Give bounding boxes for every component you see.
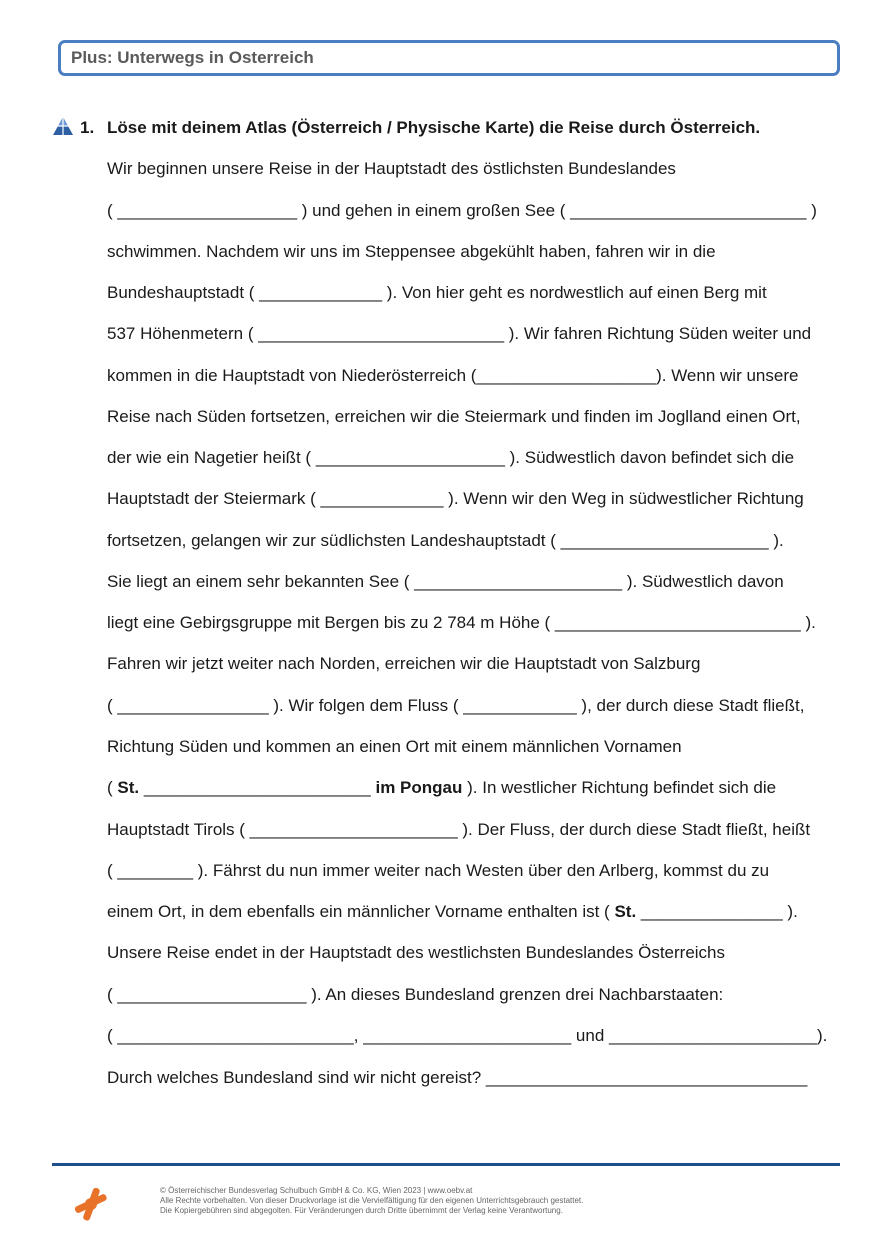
- text-line-2: ( ___________________ ) und gehen in einem großen See ( _________________________ ): [107, 201, 817, 220]
- section-header: [58, 40, 840, 76]
- text-line-7: Reise nach Süden fortsetzen, erreichen wir die Steiermark und finden im Joglland einen Ort,: [107, 407, 801, 426]
- text-line-16: [107, 777, 776, 799]
- text-line-6: kommen in die Hauptstadt von Niederösterreich (___________________). Wenn wir unsere: [107, 366, 799, 385]
- text-line-19: [107, 901, 798, 923]
- text-line-20: Unsere Reise endet in der Hauptstadt des westlichsten Bundeslandes Österreichs: [107, 943, 726, 962]
- text-line-9: Hauptstadt der Steiermark ( _____________ ). Wenn wir den Weg in südwestlicher Richtung: [107, 489, 804, 508]
- text-line-16-pongau: im Pongau: [375, 778, 463, 797]
- text-line-23: Durch welches Bundesland sind wir nicht gereist? __________________________________: [107, 1068, 808, 1087]
- text-line-16-blank: ________________________: [139, 778, 376, 797]
- footer-legal: [160, 1186, 583, 1216]
- footer-rights: Alle Rechte vorbehalten. Von dieser Druckvorlage ist die Vervielfältigung für den eigenen Unterrichtsgebrauch gestattet.: [160, 1196, 584, 1205]
- text-line-15: Richtung Süden und kommen an einen Ort mit einem männlichen Vornamen: [107, 737, 682, 756]
- text-line-10: fortsetzen, gelangen wir zur südlichsten Landeshauptstadt ( ______________________ ).: [107, 531, 784, 550]
- text-line-16-rest: ). In westlicher Richtung befindet sich die: [462, 778, 777, 797]
- footer-copyright: © Österreichischer Bundesverlag Schulbuch GmbH & Co. KG, Wien 2023 | www.oebv.at: [160, 1186, 473, 1195]
- footer-divider: [52, 1163, 840, 1166]
- text-line-3: schwimmen. Nachdem wir uns im Steppensee abgekühlt haben, fahren wir in die: [107, 242, 716, 261]
- triangle-level-icon: [52, 116, 74, 136]
- text-line-14: ( ________________ ). Wir folgen dem Fluss ( ____________ ), der durch diese Stadt fließt,: [107, 696, 805, 715]
- text-line-16-st: St.: [117, 778, 140, 797]
- task-number: 1.: [80, 118, 95, 137]
- text-line-19-start: einem Ort, in dem ebenfalls ein männlicher Vorname enthalten ist (: [107, 902, 615, 921]
- text-line-13: Fahren wir jetzt weiter nach Norden, erreichen wir die Hauptstadt von Salzburg: [107, 654, 701, 673]
- text-line-4: Bundeshauptstadt ( _____________ ). Von hier geht es nordwestlich auf einen Berg mit: [107, 283, 767, 302]
- text-line-19-st: St.: [614, 902, 637, 921]
- text-line-12: liegt eine Gebirgsgruppe mit Bergen bis zu 2 784 m Höhe ( __________________________ ).: [107, 613, 816, 632]
- text-line-18: ( ________ ). Fährst du nun immer weiter nach Westen über den Arlberg, kommst du zu: [107, 861, 770, 880]
- footer-fees: Die Kopiergebühren sind abgegolten. Für Veränderungen durch Dritte übernimmt der Verlag keine Verantwortung.: [160, 1206, 563, 1215]
- text-line-19-end: _______________ ).: [636, 902, 798, 921]
- text-line-17: Hauptstadt Tirols ( ______________________ ). Der Fluss, der durch diese Stadt fließt, heißt: [107, 820, 811, 839]
- text-line-21: ( ____________________ ). An dieses Bundesland grenzen drei Nachbarstaaten:: [107, 985, 724, 1004]
- text-line-5: 537 Höhenmetern ( __________________________ ). Wir fahren Richtung Süden weiter und: [107, 324, 812, 343]
- section-title: Plus: Unterwegs in Osterreich: [71, 48, 314, 67]
- task-title: Löse mit deinem Atlas (Österreich / Physische Karte) die Reise durch Österreich.: [107, 118, 761, 137]
- text-line-16-open: (: [107, 778, 118, 797]
- text-line-22: ( _________________________, ______________________ und ______________________).: [107, 1026, 828, 1045]
- text-line-11: Sie liegt an einem sehr bekannten See ( ______________________ ). Südwestlich davon: [107, 572, 784, 591]
- publisher-logo-icon: [72, 1185, 110, 1223]
- text-line-1: Wir beginnen unsere Reise in der Hauptstadt des östlichsten Bundeslandes: [107, 159, 676, 178]
- text-line-8: der wie ein Nagetier heißt ( ____________________ ). Südwestlich davon befindet sich die: [107, 448, 795, 467]
